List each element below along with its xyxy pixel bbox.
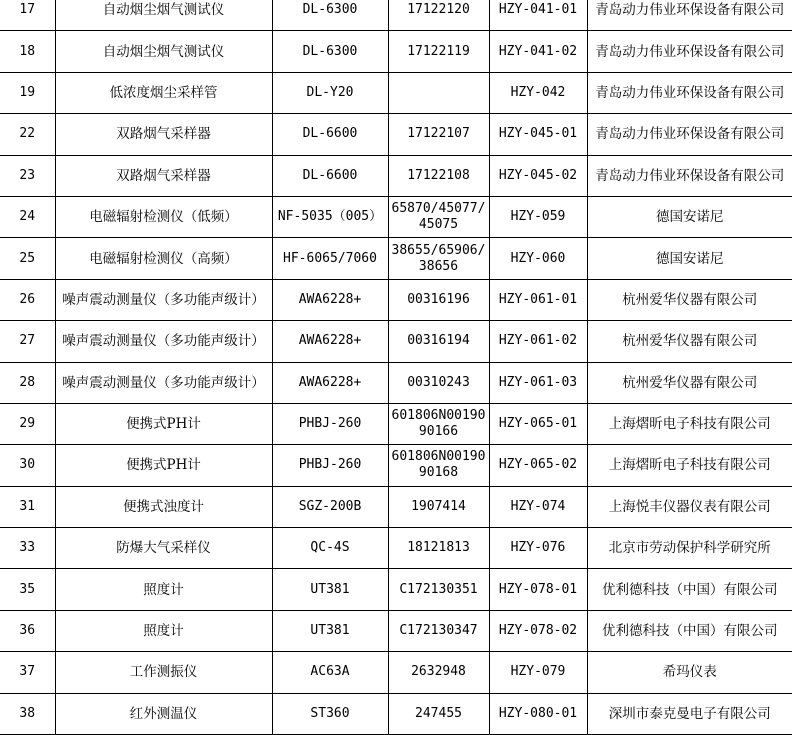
row-number-cell: 28	[0, 362, 55, 403]
equipment-code-cell: HZY-045-01	[489, 114, 587, 155]
row-number-cell: 23	[0, 155, 55, 196]
model-cell: UT381	[272, 610, 388, 651]
equipment-code-cell: HZY-065-01	[489, 403, 587, 444]
instrument-name-cell: 噪声震动测量仪（多功能声级计）	[55, 279, 272, 320]
equipment-code-cell: HZY-041-01	[489, 0, 587, 31]
serial-number-cell: C172130351	[388, 569, 489, 610]
model-cell: AWA6228+	[272, 279, 388, 320]
instrument-name-cell: 照度计	[55, 569, 272, 610]
instrument-name-cell: 红外测温仪	[55, 693, 272, 734]
row-number-cell: 38	[0, 693, 55, 734]
model-cell: AWA6228+	[272, 321, 388, 362]
manufacturer-cell: 上海熠昕电子科技有限公司	[587, 445, 792, 486]
table-row	[0, 486, 792, 527]
serial-number-cell: 1907414	[388, 486, 489, 527]
table-row	[0, 72, 792, 113]
table-row	[0, 693, 792, 734]
instrument-name-cell: 噪声震动测量仪（多功能声级计）	[55, 321, 272, 362]
instrument-name-cell: 自动烟尘烟气测试仪	[55, 31, 272, 72]
model-cell: DL-6300	[272, 31, 388, 72]
row-number-cell: 30	[0, 445, 55, 486]
row-number-cell: 22	[0, 114, 55, 155]
row-number-cell: 26	[0, 279, 55, 320]
table-row	[0, 114, 792, 155]
equipment-code-cell: HZY-059	[489, 196, 587, 237]
manufacturer-cell: 深圳市泰克曼电子有限公司	[587, 693, 792, 734]
equipment-code-cell: HZY-079	[489, 652, 587, 693]
table-row	[0, 279, 792, 320]
model-cell: AWA6228+	[272, 362, 388, 403]
table-row	[0, 569, 792, 610]
table-row	[0, 610, 792, 651]
model-cell: DL-6300	[272, 0, 388, 31]
equipment-code-cell: HZY-065-02	[489, 445, 587, 486]
instrument-name-cell: 低浓度烟尘采样管	[55, 72, 272, 113]
serial-number-cell: 17122119	[388, 31, 489, 72]
row-number-cell: 24	[0, 196, 55, 237]
equipment-code-cell: HZY-061-01	[489, 279, 587, 320]
model-cell: DL-Y20	[272, 72, 388, 113]
model-cell: QC-4S	[272, 528, 388, 569]
table-row	[0, 196, 792, 237]
instrument-name-cell: 防爆大气采样仪	[55, 528, 272, 569]
row-number-cell: 36	[0, 610, 55, 651]
manufacturer-cell: 青岛动力伟业环保设备有限公司	[587, 114, 792, 155]
equipment-code-cell: HZY-076	[489, 528, 587, 569]
manufacturer-cell: 杭州爱华仪器有限公司	[587, 362, 792, 403]
row-number-cell: 31	[0, 486, 55, 527]
serial-number-cell: 00310243	[388, 362, 489, 403]
manufacturer-cell: 上海悦丰仪器仪表有限公司	[587, 486, 792, 527]
row-number-cell: 18	[0, 31, 55, 72]
table-row	[0, 31, 792, 72]
instrument-name-cell: 噪声震动测量仪（多功能声级计）	[55, 362, 272, 403]
manufacturer-cell: 青岛动力伟业环保设备有限公司	[587, 155, 792, 196]
manufacturer-cell: 优利德科技（中国）有限公司	[587, 610, 792, 651]
equipment-code-cell: HZY-061-03	[489, 362, 587, 403]
equipment-code-cell: HZY-042	[489, 72, 587, 113]
manufacturer-cell: 青岛动力伟业环保设备有限公司	[587, 72, 792, 113]
serial-number-cell: 2632948	[388, 652, 489, 693]
serial-number-cell	[388, 72, 489, 113]
table-row	[0, 362, 792, 403]
serial-number-cell: 601806N0019090166	[388, 403, 489, 444]
model-cell: DL-6600	[272, 114, 388, 155]
equipment-code-cell: HZY-078-01	[489, 569, 587, 610]
table-row	[0, 403, 792, 444]
model-cell: HF-6065/7060	[272, 238, 388, 279]
serial-number-cell: 00316196	[388, 279, 489, 320]
model-cell: PHBJ-260	[272, 445, 388, 486]
equipment-code-cell: HZY-041-02	[489, 31, 587, 72]
table-row	[0, 155, 792, 196]
equipment-code-cell: HZY-060	[489, 238, 587, 279]
instrument-name-cell: 电磁辐射检测仪（低频）	[55, 196, 272, 237]
serial-number-cell: 00316194	[388, 321, 489, 362]
row-number-cell: 35	[0, 569, 55, 610]
row-number-cell: 25	[0, 238, 55, 279]
instrument-name-cell: 双路烟气采样器	[55, 114, 272, 155]
serial-number-cell: 65870/45077/45075	[388, 196, 489, 237]
manufacturer-cell: 希玛仪表	[587, 652, 792, 693]
row-number-cell: 19	[0, 72, 55, 113]
serial-number-cell: 38655/65906/38656	[388, 238, 489, 279]
model-cell: DL-6600	[272, 155, 388, 196]
row-number-cell: 37	[0, 652, 55, 693]
serial-number-cell: 17122107	[388, 114, 489, 155]
serial-number-cell: C172130347	[388, 610, 489, 651]
manufacturer-cell: 上海熠昕电子科技有限公司	[587, 403, 792, 444]
table-row	[0, 445, 792, 486]
manufacturer-cell: 德国安诺尼	[587, 196, 792, 237]
serial-number-cell: 17122108	[388, 155, 489, 196]
instrument-name-cell: 自动烟尘烟气测试仪	[55, 0, 272, 31]
manufacturer-cell: 杭州爱华仪器有限公司	[587, 321, 792, 362]
serial-number-cell: 601806N0019090168	[388, 445, 489, 486]
serial-number-cell: 17122120	[388, 0, 489, 31]
instrument-name-cell: 双路烟气采样器	[55, 155, 272, 196]
model-cell: AC63A	[272, 652, 388, 693]
table-row	[0, 238, 792, 279]
table-row	[0, 652, 792, 693]
equipment-code-cell: HZY-061-02	[489, 321, 587, 362]
manufacturer-cell: 北京市劳动保护科学研究所	[587, 528, 792, 569]
instrument-name-cell: 便携式浊度计	[55, 486, 272, 527]
serial-number-cell: 247455	[388, 693, 489, 734]
model-cell: SGZ-200B	[272, 486, 388, 527]
model-cell: ST360	[272, 693, 388, 734]
manufacturer-cell: 德国安诺尼	[587, 238, 792, 279]
equipment-code-cell: HZY-074	[489, 486, 587, 527]
equipment-code-cell: HZY-045-02	[489, 155, 587, 196]
serial-number-cell: 18121813	[388, 528, 489, 569]
equipment-code-cell: HZY-080-01	[489, 693, 587, 734]
table-row	[0, 321, 792, 362]
table-row	[0, 0, 792, 31]
model-cell: PHBJ-260	[272, 403, 388, 444]
instrument-name-cell: 便携式PH计	[55, 403, 272, 444]
manufacturer-cell: 青岛动力伟业环保设备有限公司	[587, 0, 792, 31]
row-number-cell: 29	[0, 403, 55, 444]
instrument-name-cell: 便携式PH计	[55, 445, 272, 486]
model-cell: UT381	[272, 569, 388, 610]
table-row	[0, 528, 792, 569]
row-number-cell: 27	[0, 321, 55, 362]
row-number-cell: 17	[0, 0, 55, 31]
manufacturer-cell: 杭州爱华仪器有限公司	[587, 279, 792, 320]
row-number-cell: 33	[0, 528, 55, 569]
model-cell: NF-5035（005）	[272, 196, 388, 237]
instrument-name-cell: 电磁辐射检测仪（高频）	[55, 238, 272, 279]
equipment-code-cell: HZY-078-02	[489, 610, 587, 651]
manufacturer-cell: 优利德科技（中国）有限公司	[587, 569, 792, 610]
instrument-name-cell: 照度计	[55, 610, 272, 651]
instrument-name-cell: 工作测振仪	[55, 652, 272, 693]
manufacturer-cell: 青岛动力伟业环保设备有限公司	[587, 31, 792, 72]
